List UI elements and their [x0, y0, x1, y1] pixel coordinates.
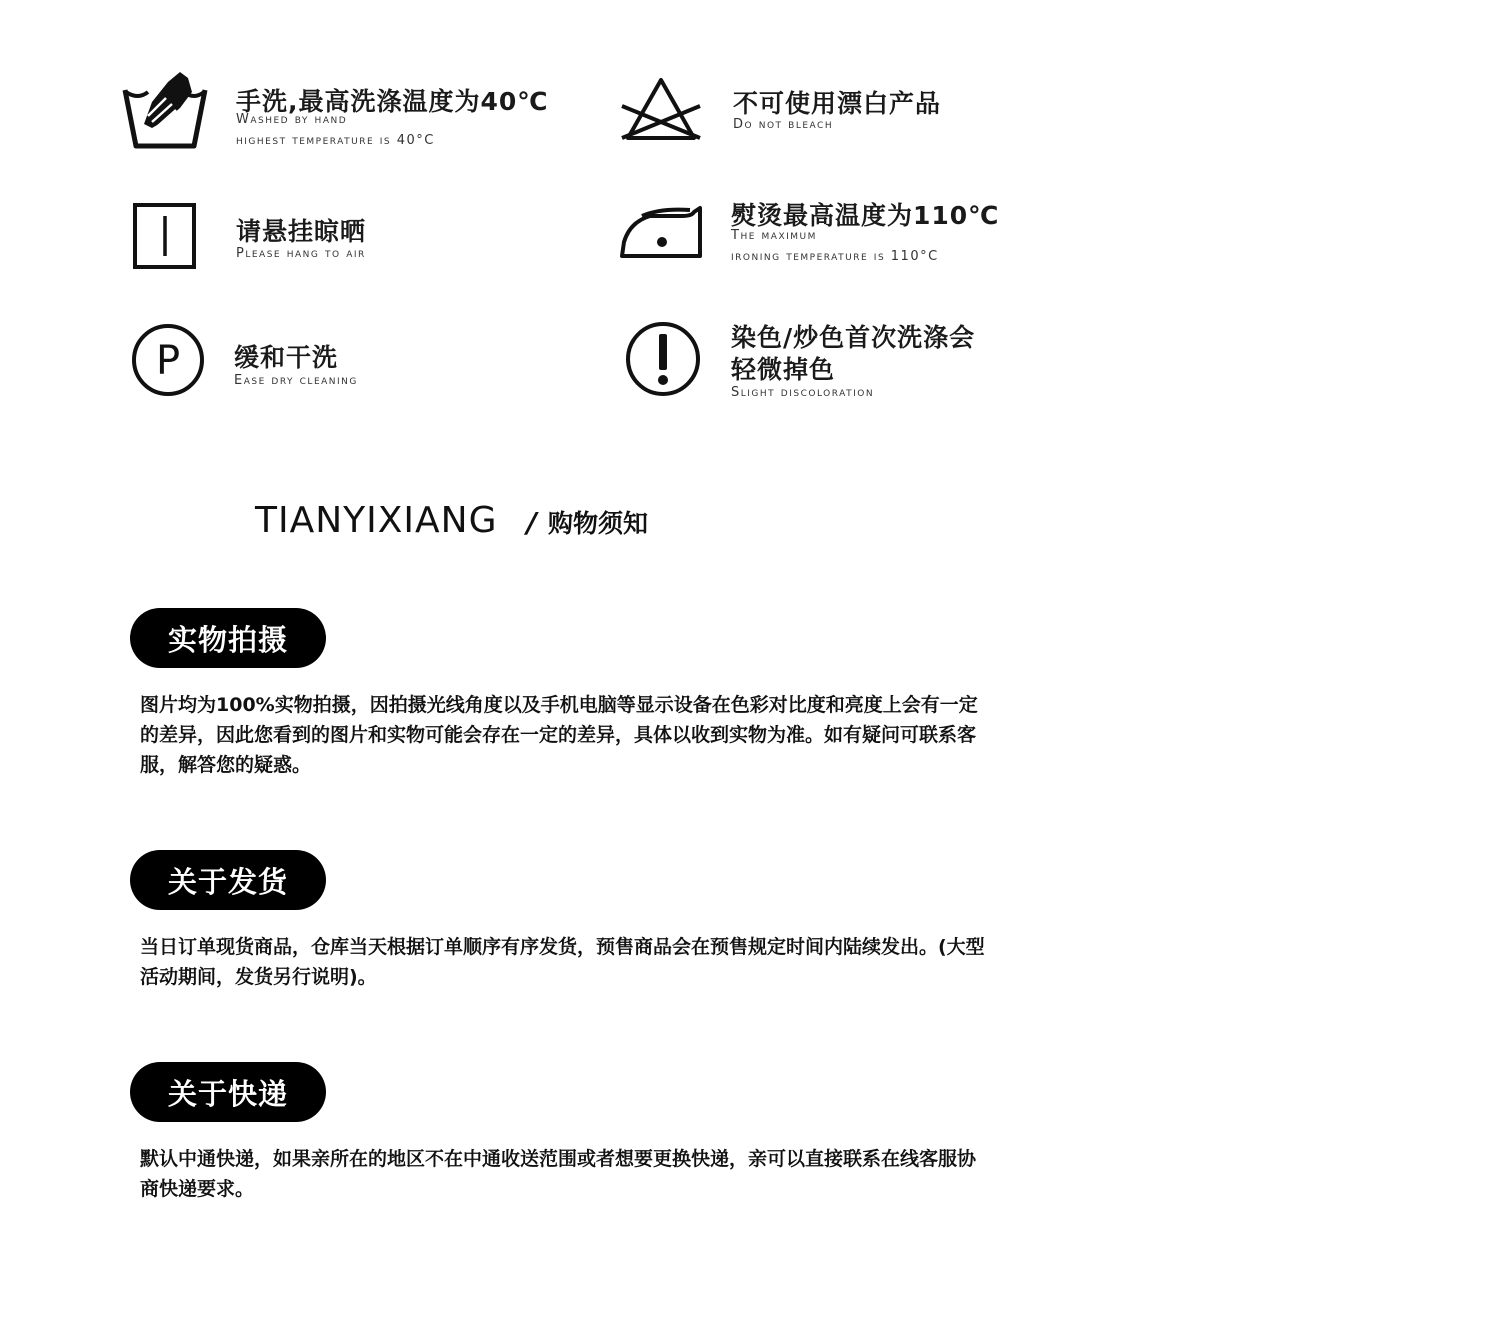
section-heading-courier: 关于快递: [130, 1062, 326, 1122]
section-text-photos: [140, 690, 1040, 780]
section-text-line: 商快递要求。: [140, 1178, 255, 1200]
iron-sub-2: ironing temperature is 110°C: [731, 249, 939, 264]
discoloration-title-2: 轻微掉色: [731, 355, 836, 384]
dry-clean-title: 缓和干洗: [234, 343, 339, 372]
brand-slash: /: [526, 506, 537, 539]
discoloration-sub-1: Slight discoloration: [731, 385, 875, 400]
section-heading-shipping: 关于发货: [130, 850, 326, 910]
hand-wash-title: 手洗,最高洗涤温度为40℃: [236, 87, 549, 116]
no-bleach-sub-1: Do not bleach: [733, 117, 834, 132]
section-text-line: 默认中通快递，如果亲所在的地区不在中通收送范围或者想要更换快递，亲可以直接联系在线客服协: [140, 1148, 977, 1170]
section-text-line: 图片均为100%实物拍摄，因拍摄光线角度以及手机电脑等显示设备在色彩对比度和亮度上会有一定: [140, 694, 978, 716]
hand-wash-sub-1: Washed by hand: [236, 112, 348, 127]
section-text-line: 的差异，因此您看到的图片和实物可能会存在一定的差异，具体以收到实物为准。如有疑问可联系客: [140, 724, 977, 746]
dry-clean-p-icon: [130, 322, 206, 398]
section-text-line: 服，解答您的疑惑。: [140, 754, 312, 776]
section-text-line: 当日订单现货商品，仓库当天根据订单顺序有序发货，预售商品会在预售规定时间内陆续发出。(大型: [140, 936, 985, 958]
section-text-line: 活动期间，发货另行说明)。: [140, 966, 377, 988]
section-heading-photos: 实物拍摄: [130, 608, 326, 668]
no-bleach-title: 不可使用漂白产品: [733, 89, 942, 118]
iron-icon: [620, 202, 704, 260]
dry-clean-sub-1: Ease dry cleaning: [234, 373, 358, 388]
brand-subtitle: 购物须知: [547, 509, 648, 538]
discoloration-title-1: 染色/炒色首次洗涤会: [731, 323, 976, 352]
brand-name: TIANYIXIANG: [255, 500, 498, 541]
section-text-courier: [140, 1144, 1040, 1204]
brand-header: [255, 500, 648, 541]
section-text-shipping: [140, 932, 1040, 992]
no-bleach-icon: [618, 76, 704, 142]
warning-exclamation-icon: [624, 320, 702, 398]
hang-dry-icon: [132, 202, 198, 270]
svg-text:P: P: [155, 338, 181, 384]
iron-title: 熨烫最高温度为110℃: [731, 201, 1000, 230]
hand-wash-icon: [122, 68, 208, 152]
hang-dry-title: 请悬挂晾晒: [236, 217, 367, 246]
hang-dry-sub-1: Please hang to air: [236, 246, 366, 261]
iron-sub-1: The maximum: [731, 228, 817, 243]
hand-wash-sub-2: highest temperature is 40°C: [236, 133, 435, 148]
